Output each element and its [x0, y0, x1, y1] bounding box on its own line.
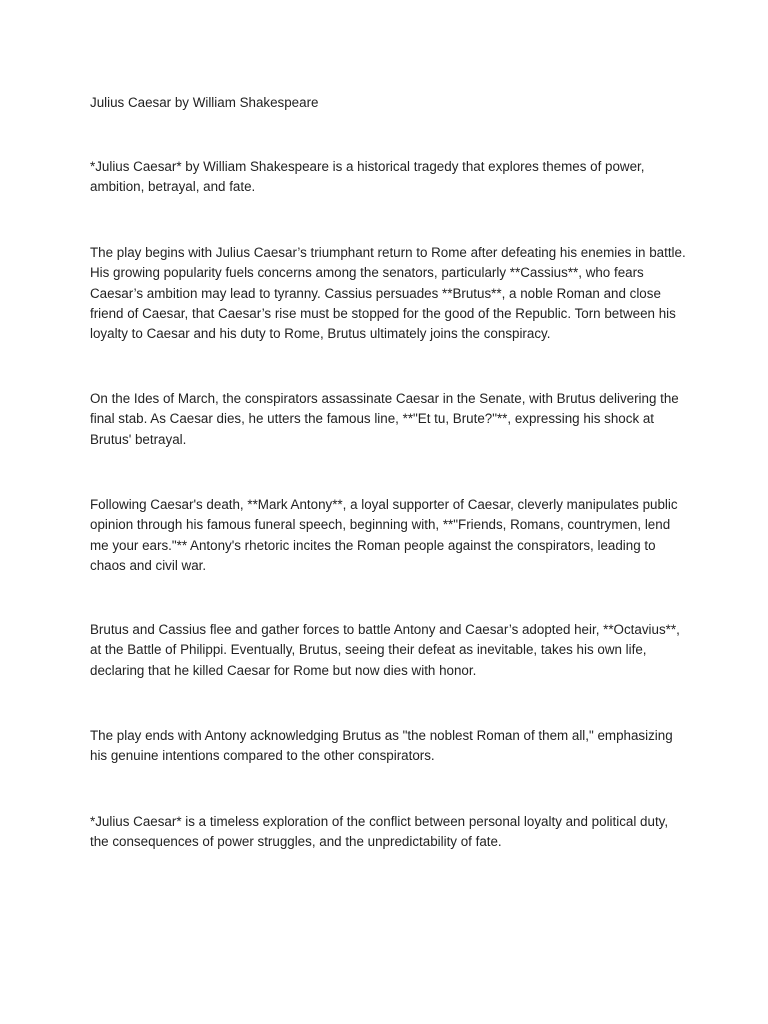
paragraph-philippi: Brutus and Cassius flee and gather forces to battle Antony and Caesar’s adopted heir, **Octavius**, at the Battle of Philippi. Eventually, Brutus, seeing their defeat as inevitable, takes his own life, declaring that he killed Caesar for Rome but now dies with honor. [90, 622, 680, 678]
paragraph-assassination: On the Ides of March, the conspirators assassinate Caesar in the Senate, with Brutus delivering the final stab. As Caesar dies, he utters the famous line, **"Et tu, Brute?"**, expressing his shock at Brutus' betrayal. [90, 391, 679, 447]
paragraph-ending: The play ends with Antony acknowledging Brutus as "the noblest Roman of them all," emphasizing his genuine intentions compared to the other conspirators. [90, 728, 673, 764]
paragraph-antony-speech: Following Caesar's death, **Mark Antony**, a loyal supporter of Caesar, cleverly manipulates public opinion through his famous funeral speech, beginning with, **"Friends, Romans, countrymen, lend me your ears."** Antony's rhetoric incites the Roman people against the conspirators, leading to chaos and civil war. [90, 497, 678, 573]
paragraph-conclusion: *Julius Caesar* is a timeless exploration of the conflict between personal loyalty and political duty, the consequences of power struggles, and the unpredictability of fate. [90, 814, 669, 850]
paragraph-conspiracy: The play begins with Julius Caesar’s triumphant return to Rome after defeating his enemies in battle. His growing popularity fuels concerns among the senators, particularly **Cassius**, who fears Caesar’s ambition may lead to tyranny. Cassius persuades **Brutus**, a noble Roman and close friend of Caesar, that Caesar’s rise must be stopped for the good of the Republic. Torn between his loyalty to Caesar and his duty to Rome, Brutus ultimately joins the conspiracy. [90, 245, 686, 342]
document-title: Julius Caesar by William Shakespeare [90, 95, 319, 110]
paragraph-intro: *Julius Caesar* by William Shakespeare is a historical tragedy that explores themes of power, ambition, betrayal, and fate. [90, 159, 645, 195]
